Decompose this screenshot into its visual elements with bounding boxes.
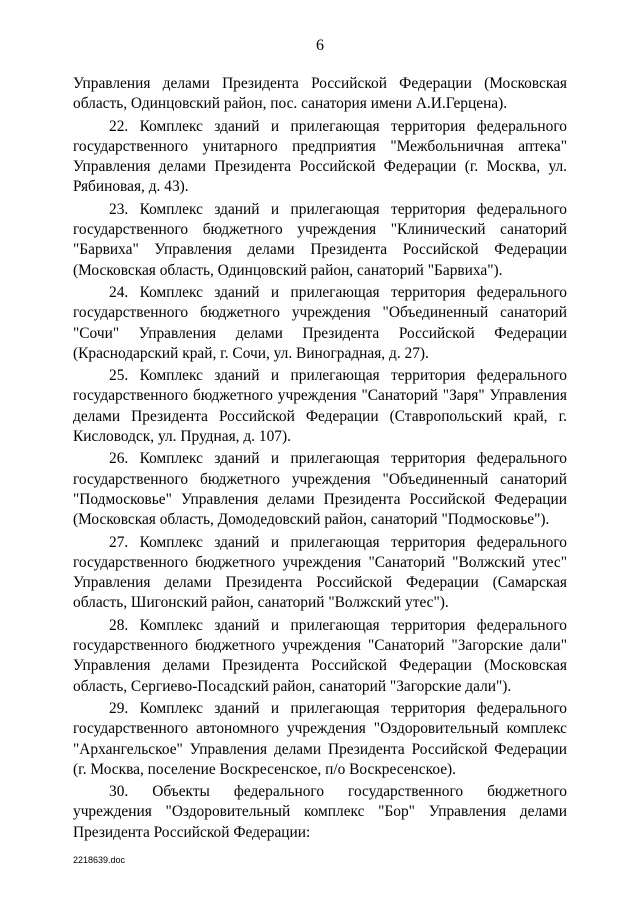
page-number: 6 bbox=[316, 37, 324, 54]
paragraph-item-28: 28. Комплекс зданий и прилегающая территория федерального государственного бюджетного учреждения "Санаторий "Загорские дали" Управления делами Президента Российской Федерации (Московская область, Сергиево-Посадский район, санаторий "Загорские дали"). bbox=[73, 616, 567, 695]
paragraph-item-30: 30. Объекты федерального государственного бюджетного учреждения "Оздоровительный комплекс "Бор" Управления делами Президента Российской Федерации: bbox=[73, 783, 567, 841]
paragraph-item-27: 27. Комплекс зданий и прилегающая территория федерального государственного бюджетного учреждения "Санаторий "Волжский утес" Управления делами Президента Российской Федерации (Самарская область, Шигонский район, санаторий "Волжский утес"). bbox=[73, 533, 567, 612]
paragraph-item-23: 23. Комплекс зданий и прилегающая территория федерального государственного бюджетного учреждения "Клинический санаторий "Барвиха" Управления делами Президента Российской Федерации (Московская область, Одинцовский район, санаторий "Барвиха"). bbox=[73, 200, 567, 279]
paragraph-item-25: 25. Комплекс зданий и прилегающая территория федерального государственного бюджетного учреждения "Санаторий "Заря" Управления делами Президента Российской Федерации (Ставропольский край, г. Кисловодск, ул. Прудная, д. 107). bbox=[73, 367, 567, 446]
paragraph-item-22: 22. Комплекс зданий и прилегающая территория федерального государственного унитарного предприятия "Межбольничная аптека" Управления делами Президента Российской Федерации (г. Москва, ул. Рябиновая, д. 43). bbox=[73, 117, 567, 196]
paragraph-item-29: 29. Комплекс зданий и прилегающая территория федерального государственного автономного учреждения "Оздоровительный комплекс "Архангельское" Управления делами Президента Российской Федерации (г. Москва, поселение Воскресенское, п/о Воскресенское). bbox=[73, 699, 567, 778]
paragraph-item-24: 24. Комплекс зданий и прилегающая территория федерального государственного бюджетного учреждения "Объединенный санаторий "Сочи" Управления делами Президента Российской Федерации (Краснодарский край, г. Сочи, ул. Виноградная, д. 27). bbox=[73, 283, 567, 362]
paragraph-item-26: 26. Комплекс зданий и прилегающая территория федерального государственного бюджетного учреждения "Объединенный санаторий "Подмосковье" Управления делами Президента Российской Федерации (Московская область, Домодедовский район, санаторий "Подмосковье"). bbox=[73, 450, 567, 529]
file-name-footer: 2218639.doc bbox=[73, 855, 126, 865]
paragraph-continuation: Управления делами Президента Российской Федерации (Московская область, Одинцовский район, пос. санатория имени А.И.Герцена). bbox=[73, 75, 567, 113]
document-body bbox=[73, 74, 567, 845]
